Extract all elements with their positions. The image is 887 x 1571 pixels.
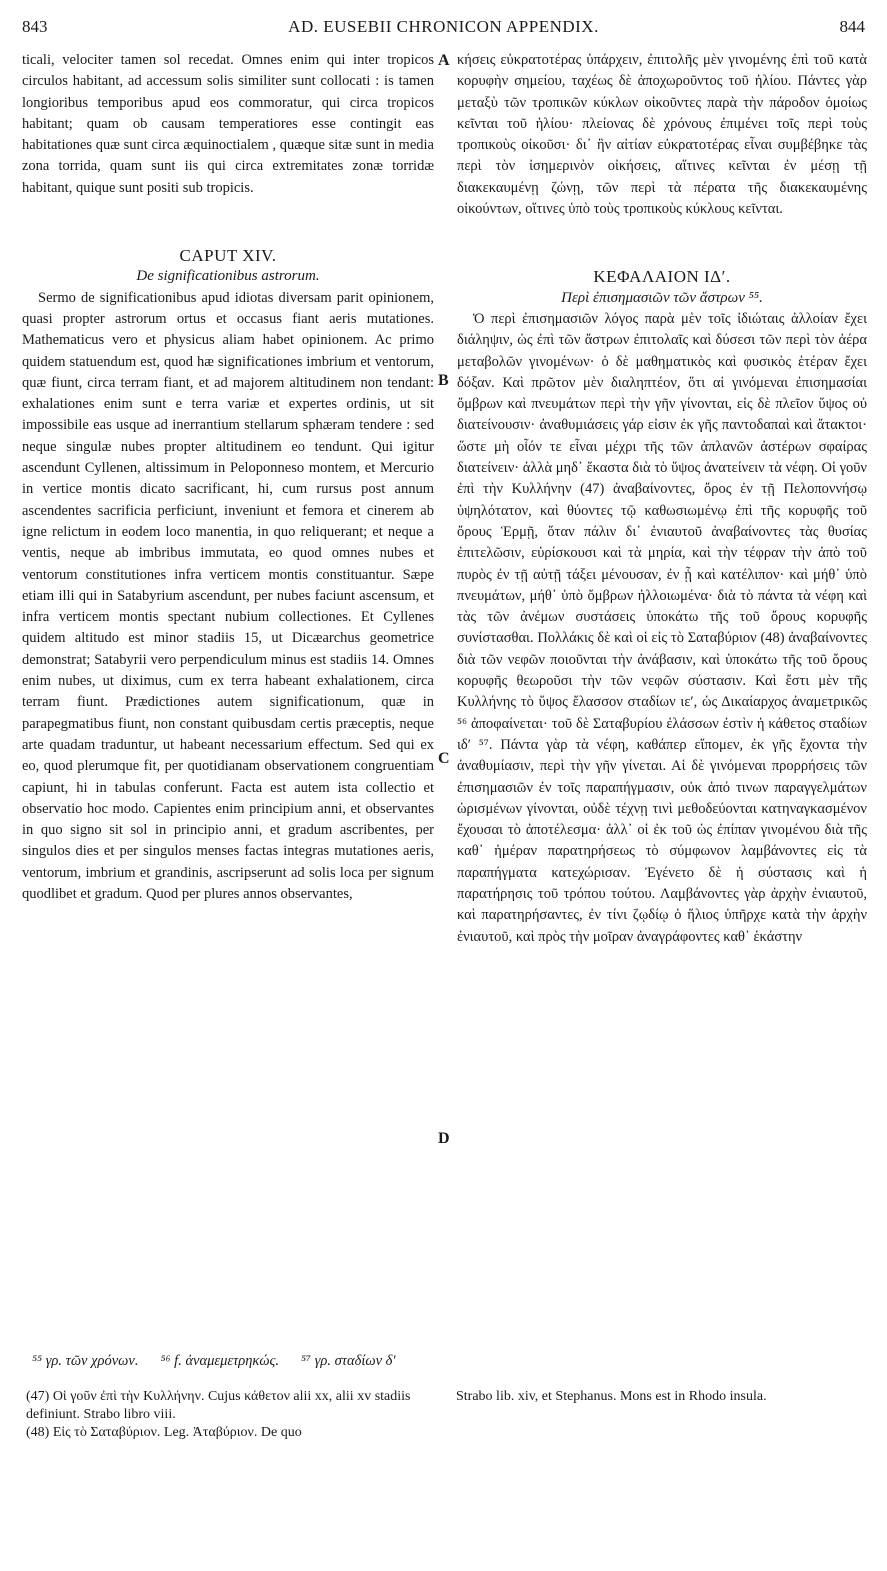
variant-note-57: ⁵⁷ γρ. σταδίων δʹ: [301, 1353, 396, 1369]
footnotes-right: [456, 1388, 866, 1406]
greek-chapter-subheading: Περὶ ἐπισημασιῶν τῶν ἄστρων ⁵⁵.: [561, 289, 763, 306]
footnote-48: (48) Εἰς τὸ Σαταβύριον. Leg. Ἀταβύριον. De quo: [26, 1425, 302, 1440]
latin-chapter-heading: CAPUT XIV.: [179, 246, 277, 266]
greek-column: [457, 50, 867, 948]
variant-readings: [32, 1353, 862, 1370]
margin-marker-c: C: [438, 750, 450, 767]
latin-body-text: Sermo de significationibus apud idiotas diversam parit opinionem, quasi propter astrorum ortus et occasus fiant aeris mutationes. Mathematicus vero et physicus aliam habet opinionem. Ac primo quidem statuendum est, quod hæ significationes imbrium et ventorum, quæ fiunt, circa terram fiant, et ad majorem altitudinem non tendant: exhalationes enim sunt e terra variæ et expertes ordinis, ut sit impossibile eas usque ad inerrantium stellarum sphæram tendere : sed neque singulæ nubes propter altitudinem eo tendunt. Qui igitur ascendunt Cyllenen, altissimum in Peloponneso montem, et Mercurio in vertice montis dicato sacrificant, hi, cum rursus post annum ascendentes sacrificia perficiunt, inveniunt et femora et cinerem ab igne relictum in eodem loco manentia, in quo reliquerant; et neque a ventis, neque ab imbribus immutata, eo quod omnes nubes et ventorum constitutiones infra verticem montis constituantur. Sæpe etiam illi qui in Satabyrium ascendunt, per nubes faciunt ascensum, et infra verticem montis spectant nubium collectiones. Et Cyllenes quidem altitudo est minor stadiis 15, ut Dicæarchus geometrice demonstrat; Satabyrii vero perpendiculum minus est stadiis 14. Omnes enim nubes, ut diximus, cum ex terra habeant exhalationem, circa terram fiunt. Prædictiones autem significationum, quæ in parapegmatibus fiunt, non constant quibusdam certis præceptis, neque arte quadam traduntur, ut habeant necessarium effectum. Sed qui ex eo, quod plerumque fit, per quotidianam observationem congruentiam capiunt, hi in tabulas conferunt. Facta est autem ista collectio et observatio hoc modo. Capientes enim principium anni, et observantes in quo signo sit sol in principio anni, et gradum ascribentes, per singulos dies et per singulos menses factas integras mutationes aeris, ventorum, imbrium et grandinis, ascripserunt ad solis loca per signum quodlibet et gradum. Quod per plures annos observantes,: [22, 289, 434, 902]
margin-marker-d: D: [438, 1130, 450, 1147]
margin-marker-b: B: [438, 372, 449, 389]
greek-intro-text: κήσεις εὐκρατοτέρας ὑπάρχειν, ἐπιτολῆς μὲν γινομένης ἐπὶ τοῦ κατὰ κορυφὴν σημείου, ταχέως δὲ ἀποχωροῦντος τοῦ ἡλίου. Πάντες γὰρ μεταξὺ τῶν τροπικῶν κύκλων οἰκοῦντες παρὰ τὴν πάροδον ὁμοίως κεῖνται τοῦ ἡλίου· πλείονας δὲ χρόνους ἐπιμένει τοῖς περὶ τοὺς τροπικοὺς οἰκοῦσι· δι᾽ ἣν αἰτίαν εὐκρατοτέρας εἶναι συμβέβηκε τὰς περὶ τὸν ἰσημερινὸν οἰκήσεις, αἵτινες κεῖνται ἐν μέσῃ τῇ διακεκαυμένῃ ζώνῃ, τῶν περὶ τὰ πέρατα τῆς διακεκαυμένης οἰκούντων, οἵτινες ὑπὸ τοὺς τροπικοὺς κύκλους κεῖνται.: [457, 52, 867, 218]
latin-column: [22, 50, 434, 905]
latin-intro-block: [22, 50, 434, 199]
variant-note-55: ⁵⁵ γρ. τῶν χρόνων.: [32, 1353, 139, 1369]
greek-body-text: Ὁ περὶ ἐπισημασιῶν λόγος παρὰ μὲν τοῖς ἰδιώταις ἀλλοίαν ἔχει διάληψιν, ὡς ἐπὶ τῶν ἄστρων ἐπιτολαῖς καὶ δύσεσι τῶν περὶ τὸν ἀέρα μεταβολῶν γινομένων· ὁ δὲ μαθηματικὸς καὶ φυσικὸς ἑτέραν ἔχει δόξαν. Καὶ πρῶτον μὲν διαληπτέον, ὅτι αἱ γινόμεναι ἐπισημασίαι ὄμβρων καὶ πνευμάτων περὶ τὴν γῆν γίνονται, εἰς δὲ πλεῖον ὕψος οὐ διατείνουσιν· ἀναθυμιάσεις γάρ εἰσιν ἐκ γῆς παντοδαπαὶ καὶ ἄτακτοι· ὥστε μὴ οἷόν τε εἶναι μέχρι τῆς τῶν ἀπλανῶν ἀστέρων σφαίρας διατείνειν· ἀλλὰ μηδ᾽ ἕκαστα διὰ τὸ ὕψος ἀνατείνειν τὰ νέφη. Οἱ γοῦν ἐπὶ τὴν Κυλλήνην (47) ἀναβαίνοντες, ὄρος ἐν τῇ Πελοποννήσῳ ὑψηλότατον, καὶ θύοντες τῷ καθωσιωμένῳ ἐπὶ τῆς κορυφῆς τοῦ ὄρους Ἑρμῇ, ὅταν πάλιν δι᾽ ἐνιαυτοῦ ἀναβαίνοντες τὰς θυσίας ἐπιτελῶσιν, εὑρίσκουσι καὶ τὰ μηρία, καὶ τὴν τέφραν τὴν ἀπὸ τοῦ πυρὸς ἐν τῇ αὐτῇ τάξει μένουσαν, ἐν ᾗ καὶ κατέλιπον· καὶ μήθ᾽ ὑπὸ πνευμάτων, μήθ᾽ ὑπὸ ὄμβρων ἠλλοιωμένα· διὰ τὸ πάντα τὰ νέφη καὶ τὰς τῶν ἀνέμων συστάσεις ὑποκάτω τῆς τοῦ ὄρους κορυφῆς συνίστασθαι. Πολλάκις δὲ καὶ οἱ εἰς τὸ Σαταβύριον (48) ἀναβαίνοντες διὰ τῶν νεφῶν ποιοῦνται τὴν ἀνάβασιν, καὶ ὑποκάτω τῆς τοῦ ὄρους κορυφῆς θεωροῦσι τὴν τῶν νεφῶν σύστασιν. Καὶ ἔστι μὲν τῆς Κυλλήνης τὸ ὕψος ἔλασσον σταδίων ιεʹ, ὡς Δικαίαρχος ἀναμετρικῶς ⁵⁶ ἀποφαίνεται· τοῦ δὲ Σαταβυρίου ἐλάσσων ἐστὶν ἡ κάθετος σταδίων ιδʹ ⁵⁷. Πάντα γὰρ τὰ νέφη, καθάπερ εἴπομεν, ἐκ γῆς ἔχοντα τὴν ἀναθυμίασιν, περὶ τὴν γῆν γίνεται. Αἱ δὲ γινόμεναι προρρήσεις τῶν ἐπισημασιῶν ἐν τοῖς παραπήγμασιν, οὐκ ἀπό τινων παραγγελμάτων ὡρισμένων γίνονται, οὐδὲ τέχνῃ τινὶ μεθοδεύονται κατηναγκασμένον ἔχουσαι τὸ ἀποτέλεσμα· ἀλλ᾽ οἱ ἐκ τοῦ ὡς ἐπίπαν γινομένου διὰ τῆς καθ᾽ ἡμέραν παρατηρήσεως τὸ σύμφωνον λαμβάνοντες εἰς τὰ παραπήγματα κατεχώρισαν. Ἐγένετο δὲ ἡ σύστασις καὶ ἡ παρατήρησις τοῦ τρόπου τούτου. Λαμβάνοντες γὰρ ἀρχὴν ἐνιαυτοῦ, καὶ παρατηρήσαντες, ἐν τίνι ζῳδίῳ ὁ ἥλιος ὑπῆρχε κατὰ τὴν ἀρχὴν ἐνιαυτοῦ, καὶ πρὸς τὴν μοῖραν ἀναγράφοντες καθ᾽ ἑκάστην: [457, 310, 867, 945]
page-header: [22, 14, 865, 40]
page-number-left: 843: [22, 17, 48, 36]
greek-chapter-heading: ΚΕΦΑΛΑΙΟΝ ΙΔʹ.: [593, 267, 731, 287]
footnote-47: (47) Οἱ γοῦν ἐπὶ τὴν Κυλλήνην. Cujus κάθετον alii xx, alii xv stadiis definiunt. Strabo libro viii.: [26, 1389, 411, 1422]
footnotes-left: [26, 1388, 436, 1442]
variant-note-56: ⁵⁶ f. ἀναμεμετρηκώς.: [160, 1353, 280, 1369]
greek-intro-block: [457, 50, 867, 220]
latin-intro-text: ticali, velociter tamen sol recedat. Omnes enim qui inter tropicos circulos habitant, ad accessum solis similiter sunt collocati : is tamen longioribus temporibus apud eos commoratur, qui circa tropicos habitant; quam ob causam temperatiores esse contingit eas habitationes quæ sunt circa æquinoctialem , quæque sitæ sunt in media zona torrida, quam sunt iis qui circa extremitates zonæ torridæ habitant, quique sunt positi sub tropicis.: [22, 52, 434, 196]
latin-chapter-subheading: De significationibus astrorum.: [136, 268, 320, 285]
footnote-48-continued: Strabo lib. xiv, et Stephanus. Mons est in Rhodo insula.: [456, 1389, 767, 1404]
page-number-right: 844: [839, 17, 865, 36]
margin-marker-a: A: [438, 52, 450, 69]
running-title: AD. EUSEBII CHRONICON APPENDIX.: [288, 17, 599, 36]
